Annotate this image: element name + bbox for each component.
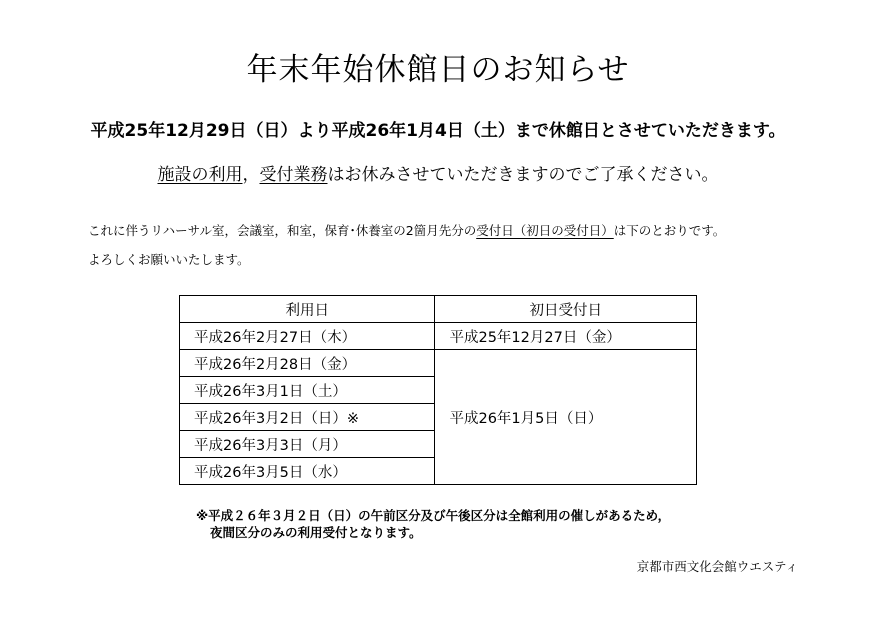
services-separator: ， xyxy=(242,165,260,185)
header-usage-date: 利用日 xyxy=(180,296,435,323)
footnote-line2: 夜間区分のみの利用受付となります。 xyxy=(210,525,422,540)
body-paragraph-line2: よろしくお願いいたします。 xyxy=(88,252,250,267)
services-rest-text: はお休みさせていただきますのでご了承ください。 xyxy=(327,165,719,185)
usage-date-cell: 平成26年3月5日（水） xyxy=(180,458,435,485)
table-row xyxy=(180,350,697,377)
body-paragraph-line1 xyxy=(88,222,848,240)
reception-day-text: 受付日（初日の受付日） xyxy=(476,223,614,238)
page-title: 年末年始休館日のお知らせ xyxy=(246,52,630,88)
usage-date-cell: 平成26年3月2日（日）※ xyxy=(180,404,435,431)
reception-date-cell-first: 平成25年12月27日（金） xyxy=(435,323,697,350)
reception-date-cell-second: 平成26年1月5日（日） xyxy=(435,350,697,485)
usage-date-cell: 平成26年2月27日（木） xyxy=(180,323,435,350)
body-line1-before: これに伴うリハーサル室，会議室，和室，保育･休養室の2箇月先分の xyxy=(88,223,477,238)
table-row xyxy=(180,323,697,350)
header-first-reception-date: 初日受付日 xyxy=(435,296,697,323)
usage-date-cell: 平成26年3月3日（月） xyxy=(180,431,435,458)
services-suspended-line xyxy=(0,163,876,187)
usage-date-cell: 平成26年2月28日（金） xyxy=(180,350,435,377)
footnote-line1: ※平成２６年３月２日（日）の午前区分及び午後区分は全館利用の催しがあるため， xyxy=(196,508,671,523)
organization-name: 京都市西文化会館ウエスティ xyxy=(636,559,798,574)
table-header-row xyxy=(180,296,697,323)
reception-work-text: 受付業務 xyxy=(259,165,328,185)
schedule-table xyxy=(179,295,697,485)
facility-use-text: 施設の利用 xyxy=(157,165,243,185)
closure-notice: 平成25年12月29日（日）より平成26年1月4日（土）まで休館日とさせていただきます。 xyxy=(90,121,786,141)
usage-date-cell: 平成26年3月1日（土） xyxy=(180,377,435,404)
body-line1-after: は下のとおりです。 xyxy=(613,223,726,238)
